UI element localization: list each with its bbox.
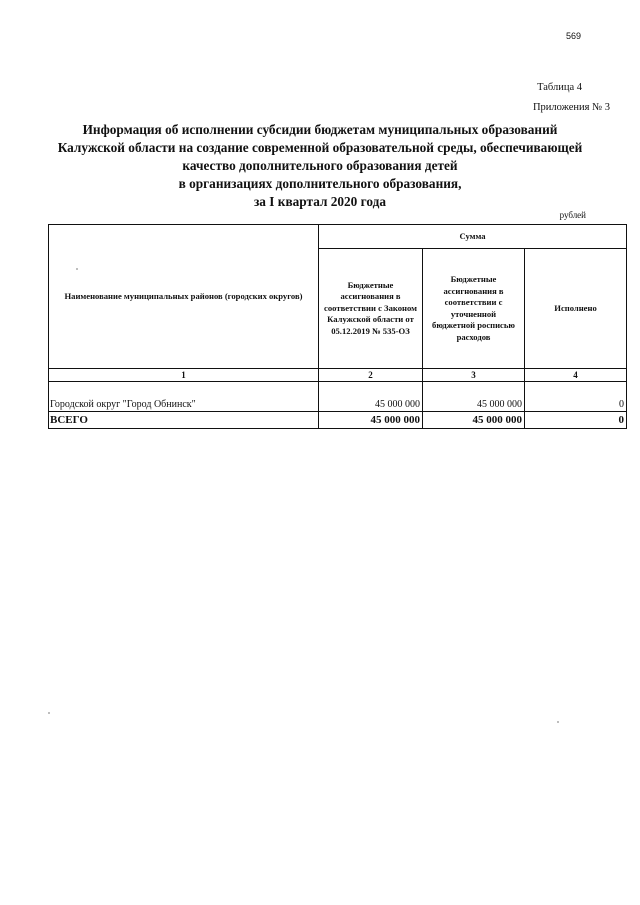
title-line: в организациях дополнительного образования, [178,176,462,191]
spacer-cell [423,382,525,398]
total-refined-allocation: 45 000 000 [423,412,525,429]
appendix-reference: Приложения № 3 [532,102,610,113]
column-index: 2 [319,369,423,382]
header-sum: Сумма [319,225,627,249]
title-line: Калужской области на создание современной образовательной среды, обеспечивающей [57,140,583,155]
total-executed: 0 [525,412,627,429]
scan-speck [557,721,559,723]
subsidy-table [48,224,627,429]
header-law-allocations: Бюджетные ассигнования в соответствии с Законом Калужской области от 05.12.2019 № 535-ОЗ [319,249,423,369]
spacer-cell [525,382,627,398]
municipality-name: Городской округ "Город Обнинск" [49,398,319,412]
title-line: Информация об исполнении субсидии бюджетам муниципальных образований [82,122,558,137]
units-label: рублей [559,210,586,220]
total-label: ВСЕГО [49,412,319,429]
column-index: 4 [525,369,627,382]
executed-value: 0 [525,398,627,412]
total-law-allocation: 45 000 000 [319,412,423,429]
page-number: 569 [566,31,582,41]
law-allocation-value: 45 000 000 [319,398,423,412]
header-refined-allocations: Бюджетные ассигнования в соответствии с уточненной бюджетной росписью расходов [423,249,525,369]
column-index: 1 [49,369,319,382]
column-index: 3 [423,369,525,382]
scan-speck [48,712,50,714]
table-row [49,398,627,412]
title-line: качество дополнительного образования детей [182,158,458,173]
scan-speck [76,268,78,270]
title-line: за I квартал 2020 года [253,194,387,209]
document-title [40,121,600,211]
header-executed: Исполнено [525,249,627,369]
total-row [49,412,627,429]
header-name: Наименование муниципальных районов (городских округов) [49,225,319,369]
spacer-cell [319,382,423,398]
table-reference: Таблица 4 [537,82,582,93]
spacer-cell [49,382,319,398]
refined-allocation-value: 45 000 000 [423,398,525,412]
